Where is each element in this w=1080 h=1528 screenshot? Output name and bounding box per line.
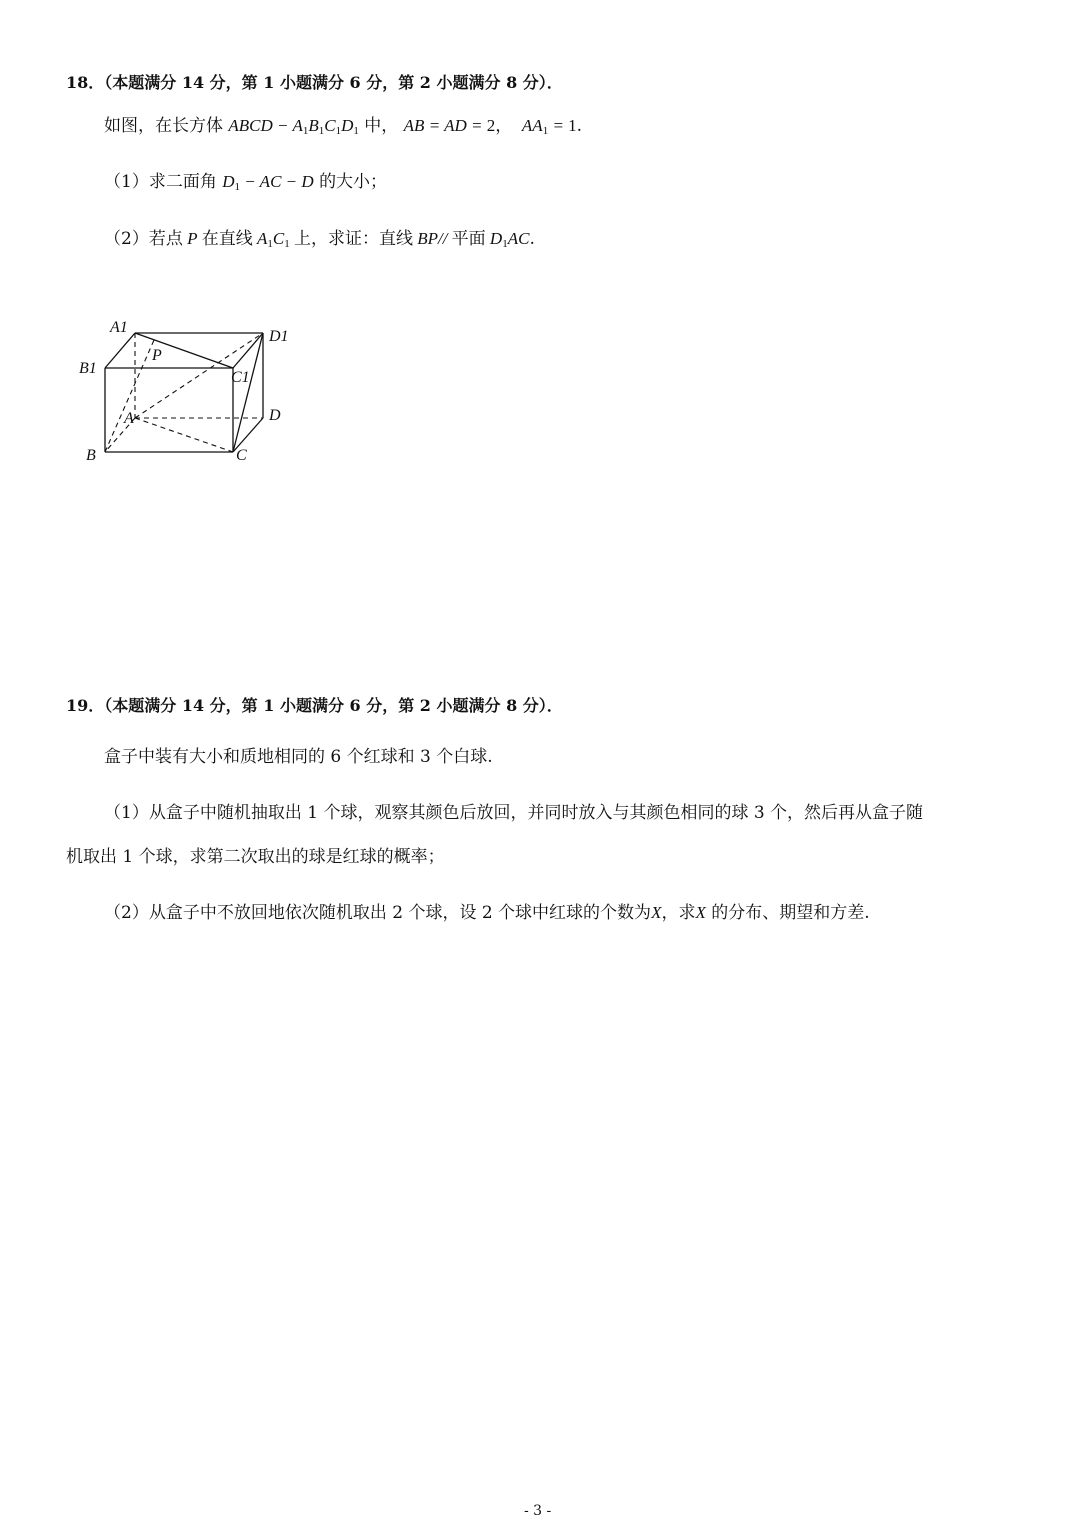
q18-part1 [104,167,387,192]
hidden-segment-a-c [135,418,233,452]
q19-var-x-1: X [651,903,662,922]
q19-part2 [104,898,870,923]
q18-part2-end: . [529,229,535,249]
q18-part1-prefix: （1）求二面角 [104,172,217,192]
label-b: B [86,447,96,464]
q18-part2-prefix: （2）若点 [104,229,183,249]
q18-part2-mid3: 平面 [451,229,486,249]
q19-part2-mid: ，求 [661,903,696,923]
q18-intro-mid: 中， [364,116,399,136]
q18-part2: （2）若点 P 在直线 $A_1C_1$ 上，求证：直线 BP// 平面 $D_1AC$. [104,229,535,250]
q18-part2-mid2: 上，求证：直线 [293,229,413,249]
edge-a1-b1 [105,333,135,368]
label-b1: B1 [79,360,97,377]
q19-intro: 盒子中装有大小和质地相同的 6 个红球和 3 个白球. [104,747,493,767]
q19-part2-suffix: 的分布、期望和方差. [711,903,870,923]
label-d1: D1 [269,328,289,345]
q18-header: 18．（本题满分 14 分，第 1 小题满分 6 分，第 2 小题满分 8 分）． [66,73,563,92]
q18-solid-name: ABCD − $A_1B_1C_1D_1$ [228,116,359,137]
label-p: P [152,347,162,364]
page-number: - 3 - [524,1503,552,1519]
q19-part1-line1: （1）从盒子中随机抽取出 1 个球，观察其颜色后放回，并同时放入与其颜色相同的球 3 个，然后再从盒子随 [104,803,924,823]
q18-intro-prefix: 如图，在长方体 [104,116,223,136]
label-a1: A1 [110,319,128,336]
q18-part2-mid1: 在直线 [201,229,253,249]
q18-dihedral-angle: $D_1$ − AC − D [222,172,314,193]
q18-part1-suffix: 的大小； [319,172,388,192]
label-a: A [124,410,134,427]
hidden-segment-b-p [105,340,154,452]
q19-part1-line2: 机取出 1 个球，求第二次取出的球是红球的概率； [66,847,445,867]
label-d: D [269,407,281,424]
q18-condition-ab-ad: AB = AD = [403,116,487,135]
q19-header: 19．（本题满分 14 分，第 1 小题满分 6 分，第 2 小题满分 8 分）． [66,696,563,715]
cuboid-figure [70,310,310,480]
q19-var-x-2: X [695,903,706,922]
q18-intro-sep: ， [495,116,513,136]
q19-part2-prefix: （2）从盒子中不放回地依次随机取出 2 个球，设 2 个球中红球的个数为 [104,903,652,923]
label-c: C [236,447,247,464]
label-c1: C1 [231,369,250,386]
q18-intro: 如图，在长方体 ABCD − $A_1B_1C_1D_1$ 中， AB = AD = 2， $AA_1 = 1$. [104,116,583,137]
q18-condition-aa1: $AA_1$ = [517,116,569,137]
q18-intro-end: . [576,116,583,136]
